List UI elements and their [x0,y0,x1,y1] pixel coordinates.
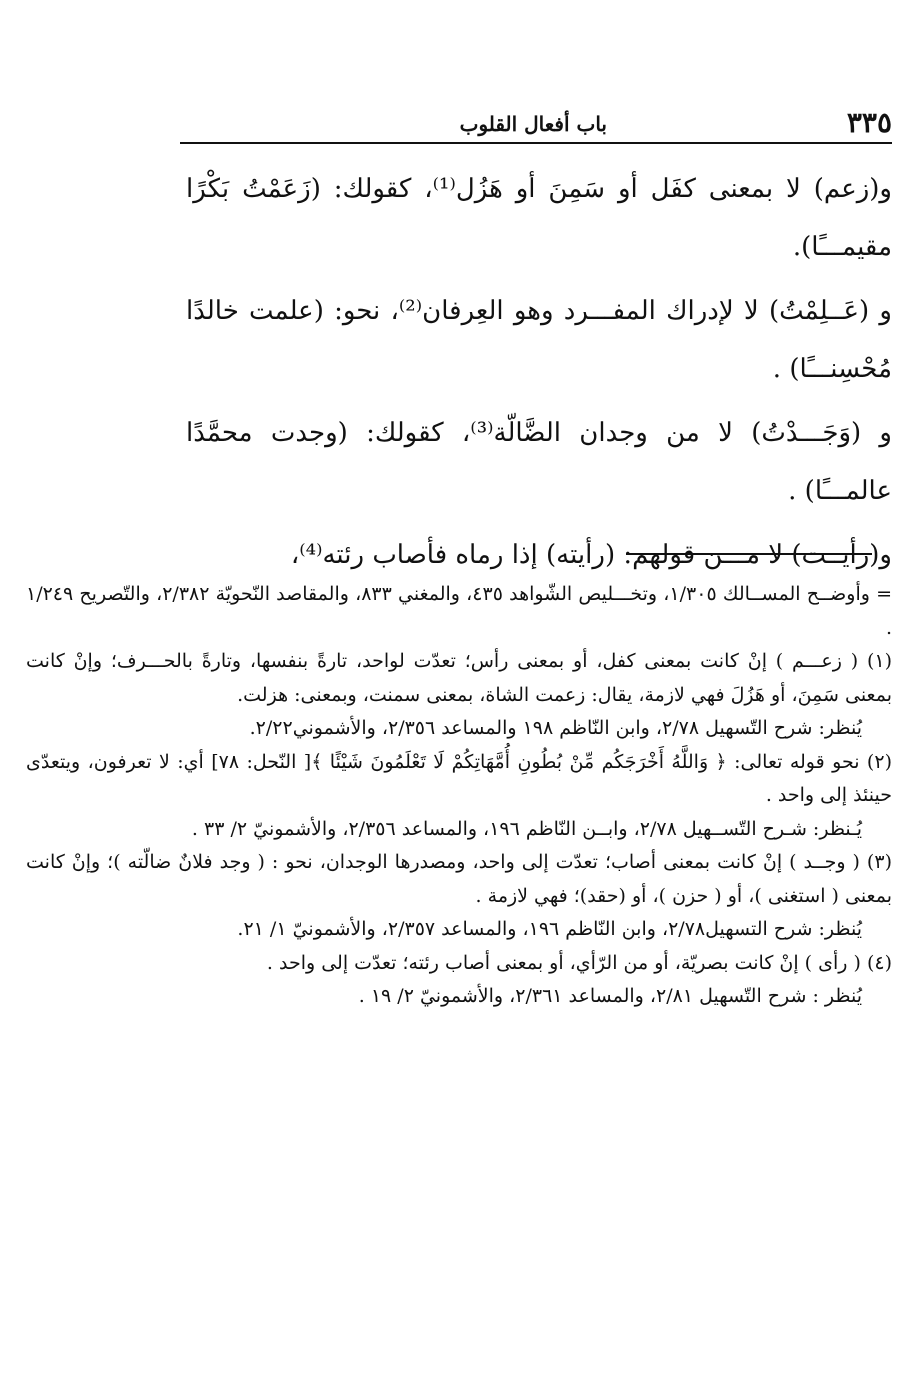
footnote-4: (٤) ( رأى ) إنْ كانت بصريّة، أو من الرّأي، أو بمعنى أصاب رئته؛ تعدّت إلى واحد . [266,951,892,974]
paragraph-zaama: و(زعم) لا بمعنى كفَل أو سَمِنَ أو هَزُل⁽¹⁾، كقولك: (زَعَمْتُ بَكْرًا مقيمـــًا). [186,174,892,262]
paragraph-wajadtu: و (وَجَـــدْتُ) لا من وجدان الضَّالّة⁽³⁾، كقولك: (وجدت محمَّدًا عالمـــًا) . [186,418,892,506]
footnote-1-refs: يُنظر: شرح التّسهيل ٢/٧٨، وابن النّاظم ١٩٨ والمساعد ٢/٣٥٦، والأشموني٢/٢٢. [249,717,862,739]
footnote-separator [626,553,872,555]
footnote-2: (٢) نحو قوله تعالى: ﴿ وَاللَّهُ أَخْرَجَكُم مِّنْ بُطُونِ أُمَّهَاتِكُمْ لَا تَعْلَمُونَ شَيْئًا ﴾[ النّحل: ٧٨] أي: لا تعرفون، ويتعدّى حينئذ إلى واحد . [26,750,892,806]
paragraph-alimtu: و (عَــلِمْتُ) لا لإدراك المفـــرد وهو العِرفان⁽²⁾، نحو: (علمت خالدًا مُحْسِنـــًا) . [186,296,892,384]
footnote-1: (١) ( زعـــم ) إنْ كانت بمعنى كفل، أو بمعنى رأس؛ تعدّت لواحد، تارةً بنفسها، وتارةً بالحـــرف؛ وإنْ كانت بمعنى سَمِنَ، أو هَزُلَ فهي لازمة، يقال: زعمت الشاة، بمعنى سمنت، وبمعنى: هزلت. [26,650,892,706]
main-text [186,160,892,584]
footnotes [26,578,892,1014]
footnote-continued: = وأوضــح المســالك ١/٣٠٥، وتخـــليص الشّواهد ٤٣٥، والمغني ٨٣٣، والمقاصد النّحويّة ٢/٣٨٢، والتّصريح ١/٢٤٩ . [26,583,892,639]
footnote-3-refs: يُنظر: شرح التسهيل٢/٧٨، وابن النّاظم ١٩٦، والمساعد ٢/٣٥٧، والأشمونيّ ١/ ٢١. [237,918,862,940]
running-title: باب أفعال القلوب [459,112,607,136]
footnote-4-refs: يُنظر : شرح التّسهيل ٢/٨١، والمساعد ٢/٣٦١، والأشمونيّ ٢/ ١٩ . [358,985,862,1007]
page-number: ٣٣٥ [846,106,892,139]
footnote-2-refs: يُـنظر: شـرح التّســهيل ٢/٧٨، وابــن النّاظم ١٩٦، والمساعد ٢/٣٥٦، والأشمونيّ ٢/ ٣٣ . [191,817,862,840]
footnote-3: (٣) ( وجــد ) إنْ كانت بمعنى أصاب؛ تعدّت إلى واحد، ومصدرها الوجدان، نحو : ( وجد فلانٌ ضالّته )؛ وإنْ كانت بمعنى ( استغنى )، أو ( حزن )، أو (حقد)؛ فهي لازمة . [26,851,892,907]
paragraph-raaytu: و(رأيــت) لا مـــن قولهم: (رأيته) إذا رماه فأصاب رئته⁽⁴⁾، [290,540,892,570]
page-header [180,106,892,144]
